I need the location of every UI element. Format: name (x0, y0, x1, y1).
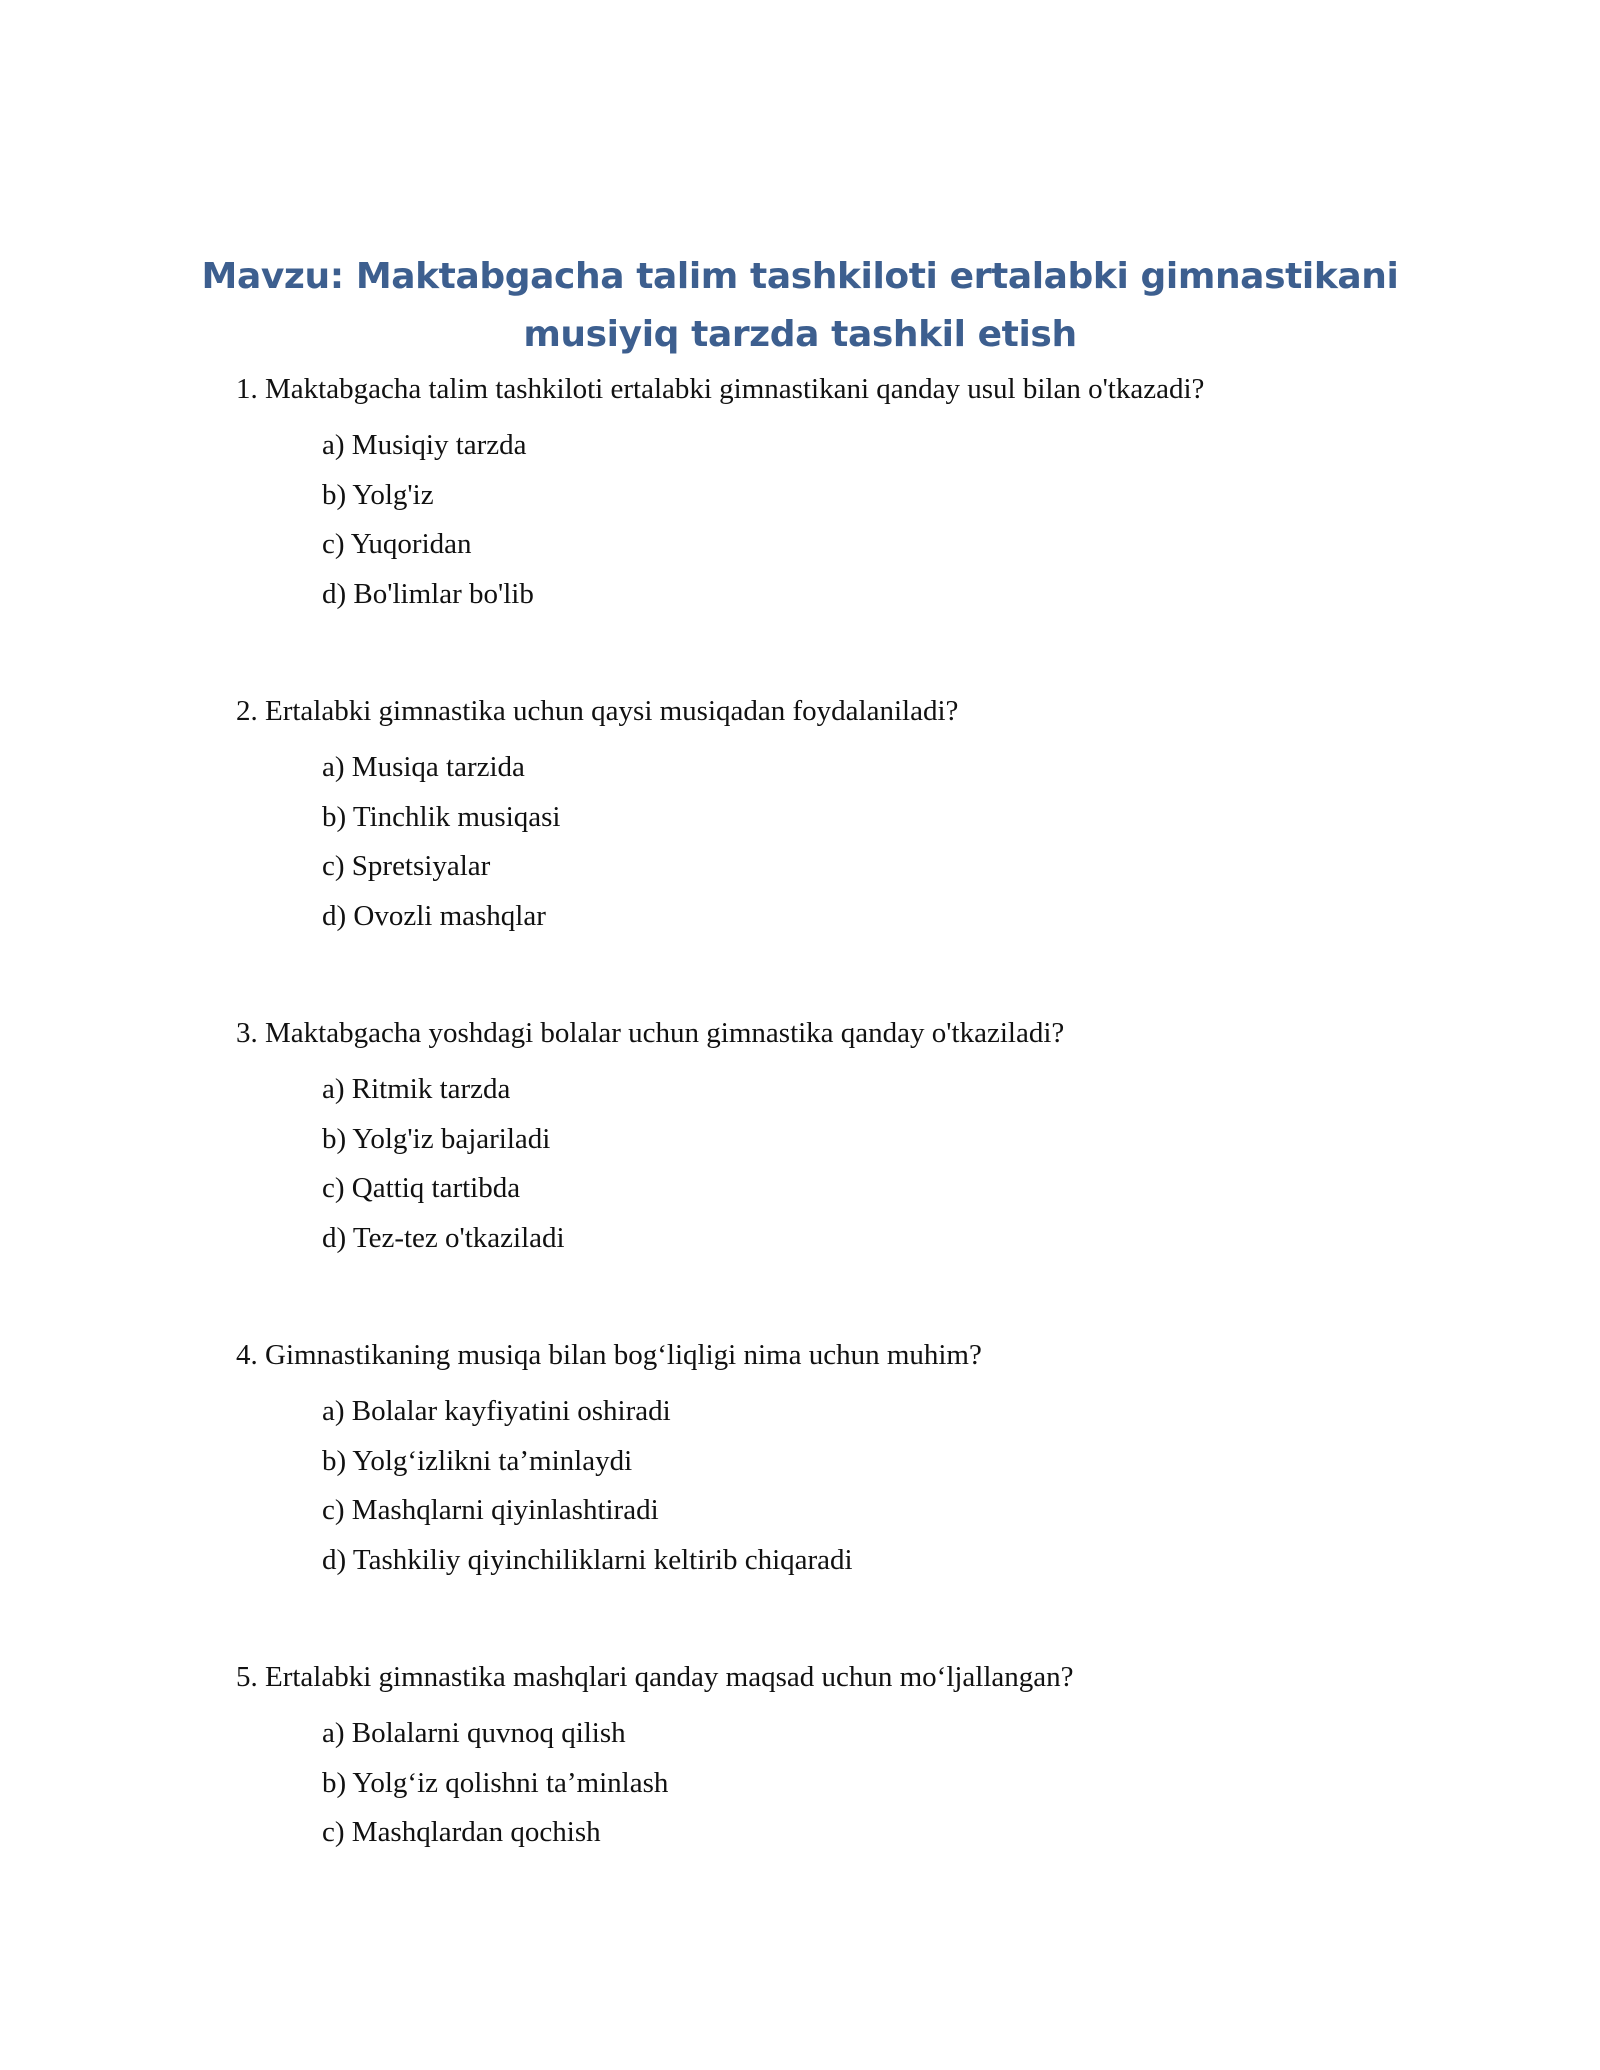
option-a: a) Ritmik tarzda (322, 1073, 511, 1105)
question-text: 4. Gimnastikaning musiqa bilan bog‘liqligi nima uchun muhim? (236, 1339, 982, 1371)
title-line-1: Mavzu: Maktabgacha talim tashkiloti ertalabki gimnastikani (201, 256, 1399, 297)
question-3 (236, 1016, 1436, 1270)
options-list (322, 428, 1436, 626)
option-b: b) Yolg'iz bajariladi (322, 1122, 551, 1155)
option-c: c) Mashqlarni qiyinlashtiradi (322, 1494, 659, 1526)
option-b: b) Yolg'iz (322, 478, 434, 511)
option-d: d) Ovozli mashqlar (322, 899, 546, 932)
option-d: d) Bo'limlar bo'lib (322, 577, 534, 610)
question-text: 5. Ertalabki gimnastika mashqlari qanday maqsad uchun mo‘ljallangan? (236, 1661, 1074, 1693)
question-5 (236, 1660, 1436, 1865)
option-b: b) Yolg‘iz qolishni ta’minlash (322, 1766, 669, 1799)
question-2 (236, 694, 1436, 948)
options-list (322, 750, 1436, 948)
question-4 (236, 1338, 1436, 1592)
option-c: c) Yuqoridan (322, 528, 472, 560)
option-d: d) Tashkiliy qiyinchiliklarni keltirib chiqaradi (322, 1543, 853, 1576)
document-title (200, 248, 1400, 364)
option-a: a) Musiqa tarzida (322, 751, 525, 783)
options-list (322, 1716, 1436, 1865)
option-a: a) Bolalar kayfiyatini oshiradi (322, 1395, 671, 1427)
question-1 (236, 372, 1436, 626)
question-text: 3. Maktabgacha yoshdagi bolalar uchun gimnastika qanday o'tkaziladi? (236, 1017, 1065, 1049)
options-list (322, 1394, 1436, 1592)
question-text: 2. Ertalabki gimnastika uchun qaysi musiqadan foydalaniladi? (236, 695, 959, 727)
option-c: c) Qattiq tartibda (322, 1172, 521, 1204)
option-d: d) Tez-tez o'tkaziladi (322, 1221, 565, 1254)
option-a: a) Musiqiy tarzda (322, 429, 527, 461)
question-text: 1. Maktabgacha talim tashkiloti ertalabki gimnastikani qanday usul bilan o'tkazadi? (236, 373, 1205, 405)
option-b: b) Yolg‘izlikni ta’minlaydi (322, 1444, 633, 1477)
option-c: c) Mashqlardan qochish (322, 1816, 601, 1848)
option-a: a) Bolalarni quvnoq qilish (322, 1717, 626, 1749)
option-b: b) Tinchlik musiqasi (322, 800, 561, 833)
option-c: c) Spretsiyalar (322, 850, 491, 882)
title-line-2: musiyiq tarzda tashkil etish (523, 314, 1077, 355)
options-list (322, 1072, 1436, 1270)
